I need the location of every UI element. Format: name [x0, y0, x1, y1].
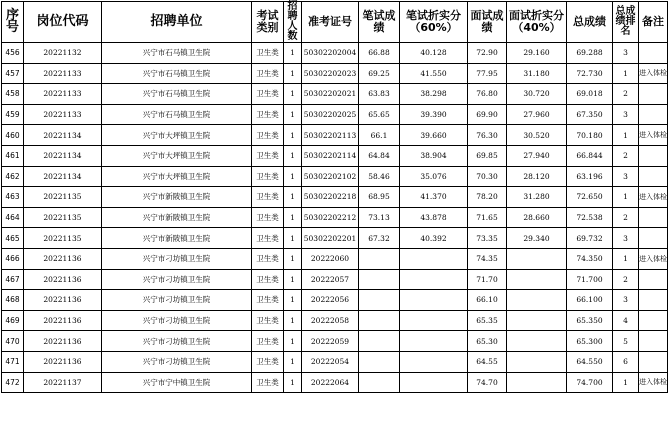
cell-total-rank: 2 [613, 84, 639, 105]
cell-total-score: 69.018 [567, 84, 613, 105]
cell-unit: 兴宁市石马镇卫生院 [102, 43, 252, 64]
cell-total-score: 67.350 [567, 104, 613, 125]
cell-written-score [359, 269, 400, 290]
cell-seq: 467 [2, 269, 24, 290]
cell-total-rank: 1 [613, 63, 639, 84]
cell-interview-score: 71.65 [468, 207, 507, 228]
cell-exam-type: 卫生类 [252, 372, 284, 393]
table-row [2, 207, 668, 228]
cell-unit: 兴宁市石马镇卫生院 [102, 84, 252, 105]
cell-interview-converted: 30.720 [507, 84, 567, 105]
cell-ticket-no: 50302202023 [302, 63, 359, 84]
cell-total-rank: 1 [613, 248, 639, 269]
cell-written-score: 58.46 [359, 166, 400, 187]
table-row [2, 290, 668, 311]
cell-hire-count: 1 [284, 63, 302, 84]
cell-written-converted: 43.878 [400, 207, 468, 228]
results-table [1, 1, 668, 393]
cell-interview-converted [507, 269, 567, 290]
cell-total-rank: 4 [613, 310, 639, 331]
cell-exam-type: 卫生类 [252, 84, 284, 105]
cell-total-rank: 6 [613, 351, 639, 372]
table-row [2, 351, 668, 372]
cell-written-score: 66.1 [359, 125, 400, 146]
table-row [2, 310, 668, 331]
cell-ticket-no: 50302202114 [302, 145, 359, 166]
cell-remark [639, 43, 668, 64]
cell-written-converted [400, 248, 468, 269]
cell-remark [639, 228, 668, 249]
cell-interview-score: 78.20 [468, 187, 507, 208]
table-row [2, 125, 668, 146]
cell-interview-converted [507, 310, 567, 331]
cell-post-code: 20221135 [24, 187, 102, 208]
cell-remark [639, 104, 668, 125]
cell-unit: 兴宁市宁中镇卫生院 [102, 372, 252, 393]
cell-total-rank: 5 [613, 331, 639, 352]
header-written-converted: 笔试折实分（60%） [400, 2, 468, 43]
cell-total-rank: 1 [613, 372, 639, 393]
cell-post-code: 20221135 [24, 207, 102, 228]
cell-hire-count: 1 [284, 166, 302, 187]
cell-exam-type: 卫生类 [252, 187, 284, 208]
cell-post-code: 20221135 [24, 228, 102, 249]
cell-written-converted: 40.392 [400, 228, 468, 249]
cell-total-rank: 1 [613, 125, 639, 146]
cell-seq: 459 [2, 104, 24, 125]
cell-seq: 464 [2, 207, 24, 228]
cell-remark: 进入体检 [639, 248, 668, 269]
cell-seq: 465 [2, 228, 24, 249]
cell-written-converted [400, 269, 468, 290]
cell-total-score: 72.730 [567, 63, 613, 84]
cell-written-converted [400, 310, 468, 331]
cell-interview-converted: 29.340 [507, 228, 567, 249]
cell-interview-score: 64.55 [468, 351, 507, 372]
table-row [2, 166, 668, 187]
cell-written-converted: 39.660 [400, 125, 468, 146]
cell-written-converted [400, 372, 468, 393]
cell-interview-score: 69.85 [468, 145, 507, 166]
cell-remark [639, 84, 668, 105]
cell-written-score [359, 372, 400, 393]
header-total-score: 总成绩 [567, 2, 613, 43]
cell-seq: 456 [2, 43, 24, 64]
table-row [2, 228, 668, 249]
cell-post-code: 20221136 [24, 331, 102, 352]
cell-seq: 461 [2, 145, 24, 166]
cell-seq: 468 [2, 290, 24, 311]
cell-exam-type: 卫生类 [252, 290, 284, 311]
cell-remark [639, 351, 668, 372]
cell-interview-score: 74.70 [468, 372, 507, 393]
cell-post-code: 20221134 [24, 166, 102, 187]
cell-interview-converted [507, 372, 567, 393]
cell-total-score: 69.288 [567, 43, 613, 64]
cell-exam-type: 卫生类 [252, 228, 284, 249]
cell-hire-count: 1 [284, 104, 302, 125]
cell-exam-type: 卫生类 [252, 63, 284, 84]
cell-seq: 472 [2, 372, 24, 393]
cell-total-score: 72.650 [567, 187, 613, 208]
cell-hire-count: 1 [284, 228, 302, 249]
cell-seq: 460 [2, 125, 24, 146]
header-unit: 招聘单位 [102, 2, 252, 43]
cell-hire-count: 1 [284, 145, 302, 166]
cell-ticket-no: 20222060 [302, 248, 359, 269]
cell-remark: 进入体检 [639, 63, 668, 84]
cell-total-rank: 1 [613, 187, 639, 208]
cell-ticket-no: 20222058 [302, 310, 359, 331]
cell-total-score: 69.732 [567, 228, 613, 249]
cell-total-rank: 3 [613, 166, 639, 187]
cell-interview-score: 76.30 [468, 125, 507, 146]
cell-hire-count: 1 [284, 187, 302, 208]
cell-post-code: 20221133 [24, 104, 102, 125]
cell-written-score [359, 331, 400, 352]
cell-post-code: 20221137 [24, 372, 102, 393]
cell-interview-converted: 27.960 [507, 104, 567, 125]
header-row [2, 2, 668, 43]
cell-remark [639, 207, 668, 228]
cell-hire-count: 1 [284, 269, 302, 290]
cell-exam-type: 卫生类 [252, 269, 284, 290]
cell-interview-converted: 29.160 [507, 43, 567, 64]
cell-seq: 470 [2, 331, 24, 352]
cell-unit: 兴宁市刁坊镇卫生院 [102, 248, 252, 269]
cell-ticket-no: 20222064 [302, 372, 359, 393]
cell-total-rank: 2 [613, 207, 639, 228]
table-row [2, 187, 668, 208]
cell-interview-converted [507, 331, 567, 352]
cell-total-score: 63.196 [567, 166, 613, 187]
cell-remark [639, 166, 668, 187]
cell-post-code: 20221133 [24, 84, 102, 105]
cell-remark: 进入体检 [639, 187, 668, 208]
header-interview-score: 面试成绩 [468, 2, 507, 43]
cell-seq: 466 [2, 248, 24, 269]
cell-unit: 兴宁市新陂镇卫生院 [102, 228, 252, 249]
header-post-code: 岗位代码 [24, 2, 102, 43]
cell-interview-score: 65.35 [468, 310, 507, 331]
cell-post-code: 20221134 [24, 125, 102, 146]
cell-ticket-no: 50302202025 [302, 104, 359, 125]
cell-unit: 兴宁市新陂镇卫生院 [102, 207, 252, 228]
cell-written-converted [400, 351, 468, 372]
cell-total-rank: 3 [613, 290, 639, 311]
cell-written-score: 68.95 [359, 187, 400, 208]
cell-written-converted: 35.076 [400, 166, 468, 187]
cell-ticket-no: 20222057 [302, 269, 359, 290]
cell-total-score: 72.538 [567, 207, 613, 228]
cell-remark [639, 145, 668, 166]
cell-written-converted: 38.298 [400, 84, 468, 105]
cell-ticket-no: 50302202218 [302, 187, 359, 208]
cell-ticket-no: 50302202113 [302, 125, 359, 146]
cell-post-code: 20221136 [24, 269, 102, 290]
cell-written-converted [400, 331, 468, 352]
cell-total-rank: 2 [613, 145, 639, 166]
cell-total-score: 66.100 [567, 290, 613, 311]
header-total-rank: 总成绩排名 [613, 2, 639, 43]
cell-remark [639, 269, 668, 290]
cell-written-score: 65.65 [359, 104, 400, 125]
cell-total-rank: 3 [613, 43, 639, 64]
cell-hire-count: 1 [284, 331, 302, 352]
cell-written-converted [400, 290, 468, 311]
cell-post-code: 20221136 [24, 248, 102, 269]
cell-written-score [359, 290, 400, 311]
cell-total-score: 70.180 [567, 125, 613, 146]
cell-exam-type: 卫生类 [252, 310, 284, 331]
cell-remark: 进入体检 [639, 372, 668, 393]
cell-interview-score: 74.35 [468, 248, 507, 269]
cell-total-score: 66.844 [567, 145, 613, 166]
cell-total-score: 65.350 [567, 310, 613, 331]
cell-interview-converted: 31.180 [507, 63, 567, 84]
cell-interview-score: 70.30 [468, 166, 507, 187]
cell-seq: 457 [2, 63, 24, 84]
cell-hire-count: 1 [284, 84, 302, 105]
cell-hire-count: 1 [284, 310, 302, 331]
table-row [2, 331, 668, 352]
cell-written-converted: 40.128 [400, 43, 468, 64]
cell-interview-score: 72.90 [468, 43, 507, 64]
cell-hire-count: 1 [284, 351, 302, 372]
cell-exam-type: 卫生类 [252, 166, 284, 187]
table-body [2, 43, 668, 393]
cell-interview-converted: 27.940 [507, 145, 567, 166]
cell-unit: 兴宁市刁坊镇卫生院 [102, 310, 252, 331]
table-row [2, 269, 668, 290]
cell-exam-type: 卫生类 [252, 207, 284, 228]
cell-ticket-no: 20222059 [302, 331, 359, 352]
cell-unit: 兴宁市刁坊镇卫生院 [102, 290, 252, 311]
cell-post-code: 20221134 [24, 145, 102, 166]
cell-ticket-no: 50302202201 [302, 228, 359, 249]
cell-interview-score: 69.90 [468, 104, 507, 125]
cell-remark [639, 290, 668, 311]
cell-hire-count: 1 [284, 125, 302, 146]
cell-hire-count: 1 [284, 372, 302, 393]
cell-unit: 兴宁市石马镇卫生院 [102, 63, 252, 84]
cell-exam-type: 卫生类 [252, 43, 284, 64]
cell-exam-type: 卫生类 [252, 351, 284, 372]
table-row [2, 372, 668, 393]
cell-written-score: 66.88 [359, 43, 400, 64]
cell-interview-score: 71.70 [468, 269, 507, 290]
cell-written-score: 64.84 [359, 145, 400, 166]
cell-total-rank: 3 [613, 228, 639, 249]
cell-unit: 兴宁市大坪镇卫生院 [102, 166, 252, 187]
cell-interview-score: 65.30 [468, 331, 507, 352]
cell-unit: 兴宁市刁坊镇卫生院 [102, 331, 252, 352]
table-row [2, 63, 668, 84]
cell-post-code: 20221136 [24, 310, 102, 331]
cell-interview-converted [507, 351, 567, 372]
cell-unit: 兴宁市大坪镇卫生院 [102, 145, 252, 166]
cell-interview-score: 73.35 [468, 228, 507, 249]
header-exam-type: 考试类别 [252, 2, 284, 43]
cell-ticket-no: 50302202102 [302, 166, 359, 187]
header-ticket-no: 准考证号 [302, 2, 359, 43]
table-row [2, 145, 668, 166]
cell-seq: 469 [2, 310, 24, 331]
header-remark: 备注 [639, 2, 668, 43]
cell-written-converted: 41.370 [400, 187, 468, 208]
cell-seq: 471 [2, 351, 24, 372]
cell-total-score: 74.700 [567, 372, 613, 393]
cell-seq: 458 [2, 84, 24, 105]
cell-hire-count: 1 [284, 248, 302, 269]
cell-total-score: 74.350 [567, 248, 613, 269]
table-row [2, 84, 668, 105]
cell-written-score [359, 351, 400, 372]
cell-total-score: 65.300 [567, 331, 613, 352]
header-seq: 序号 [2, 2, 24, 43]
cell-written-score: 73.13 [359, 207, 400, 228]
cell-post-code: 20221136 [24, 351, 102, 372]
table-row [2, 43, 668, 64]
cell-exam-type: 卫生类 [252, 104, 284, 125]
cell-total-rank: 2 [613, 269, 639, 290]
cell-written-score [359, 310, 400, 331]
cell-seq: 462 [2, 166, 24, 187]
table-row [2, 248, 668, 269]
table-row [2, 104, 668, 125]
cell-exam-type: 卫生类 [252, 145, 284, 166]
cell-total-score: 71.700 [567, 269, 613, 290]
cell-post-code: 20221133 [24, 63, 102, 84]
cell-interview-score: 76.80 [468, 84, 507, 105]
cell-interview-converted: 28.660 [507, 207, 567, 228]
cell-unit: 兴宁市刁坊镇卫生院 [102, 351, 252, 372]
cell-remark: 进入体检 [639, 125, 668, 146]
cell-ticket-no: 50302202021 [302, 84, 359, 105]
header-hire-count: 招聘人数 [284, 2, 302, 43]
cell-exam-type: 卫生类 [252, 248, 284, 269]
cell-exam-type: 卫生类 [252, 125, 284, 146]
cell-unit: 兴宁市石马镇卫生院 [102, 104, 252, 125]
cell-written-converted: 38.904 [400, 145, 468, 166]
cell-post-code: 20221136 [24, 290, 102, 311]
cell-interview-converted [507, 248, 567, 269]
cell-total-score: 64.550 [567, 351, 613, 372]
header-written-score: 笔试成绩 [359, 2, 400, 43]
cell-total-rank: 3 [613, 104, 639, 125]
cell-interview-converted: 31.280 [507, 187, 567, 208]
cell-interview-converted [507, 290, 567, 311]
cell-written-score: 69.25 [359, 63, 400, 84]
cell-written-converted: 39.390 [400, 104, 468, 125]
cell-ticket-no: 50302202212 [302, 207, 359, 228]
cell-post-code: 20221132 [24, 43, 102, 64]
cell-written-score: 67.32 [359, 228, 400, 249]
cell-ticket-no: 20222056 [302, 290, 359, 311]
cell-interview-score: 66.10 [468, 290, 507, 311]
cell-hire-count: 1 [284, 290, 302, 311]
cell-seq: 463 [2, 187, 24, 208]
cell-ticket-no: 50302202004 [302, 43, 359, 64]
cell-written-converted: 41.550 [400, 63, 468, 84]
cell-interview-converted: 30.520 [507, 125, 567, 146]
cell-ticket-no: 20222054 [302, 351, 359, 372]
cell-exam-type: 卫生类 [252, 331, 284, 352]
cell-hire-count: 1 [284, 43, 302, 64]
cell-remark [639, 331, 668, 352]
cell-remark [639, 310, 668, 331]
cell-unit: 兴宁市大坪镇卫生院 [102, 125, 252, 146]
cell-hire-count: 1 [284, 207, 302, 228]
cell-written-score [359, 248, 400, 269]
header-interview-converted: 面试折实分（40%） [507, 2, 567, 43]
cell-written-score: 63.83 [359, 84, 400, 105]
cell-interview-score: 77.95 [468, 63, 507, 84]
cell-unit: 兴宁市刁坊镇卫生院 [102, 269, 252, 290]
cell-interview-converted: 28.120 [507, 166, 567, 187]
cell-unit: 兴宁市新陂镇卫生院 [102, 187, 252, 208]
